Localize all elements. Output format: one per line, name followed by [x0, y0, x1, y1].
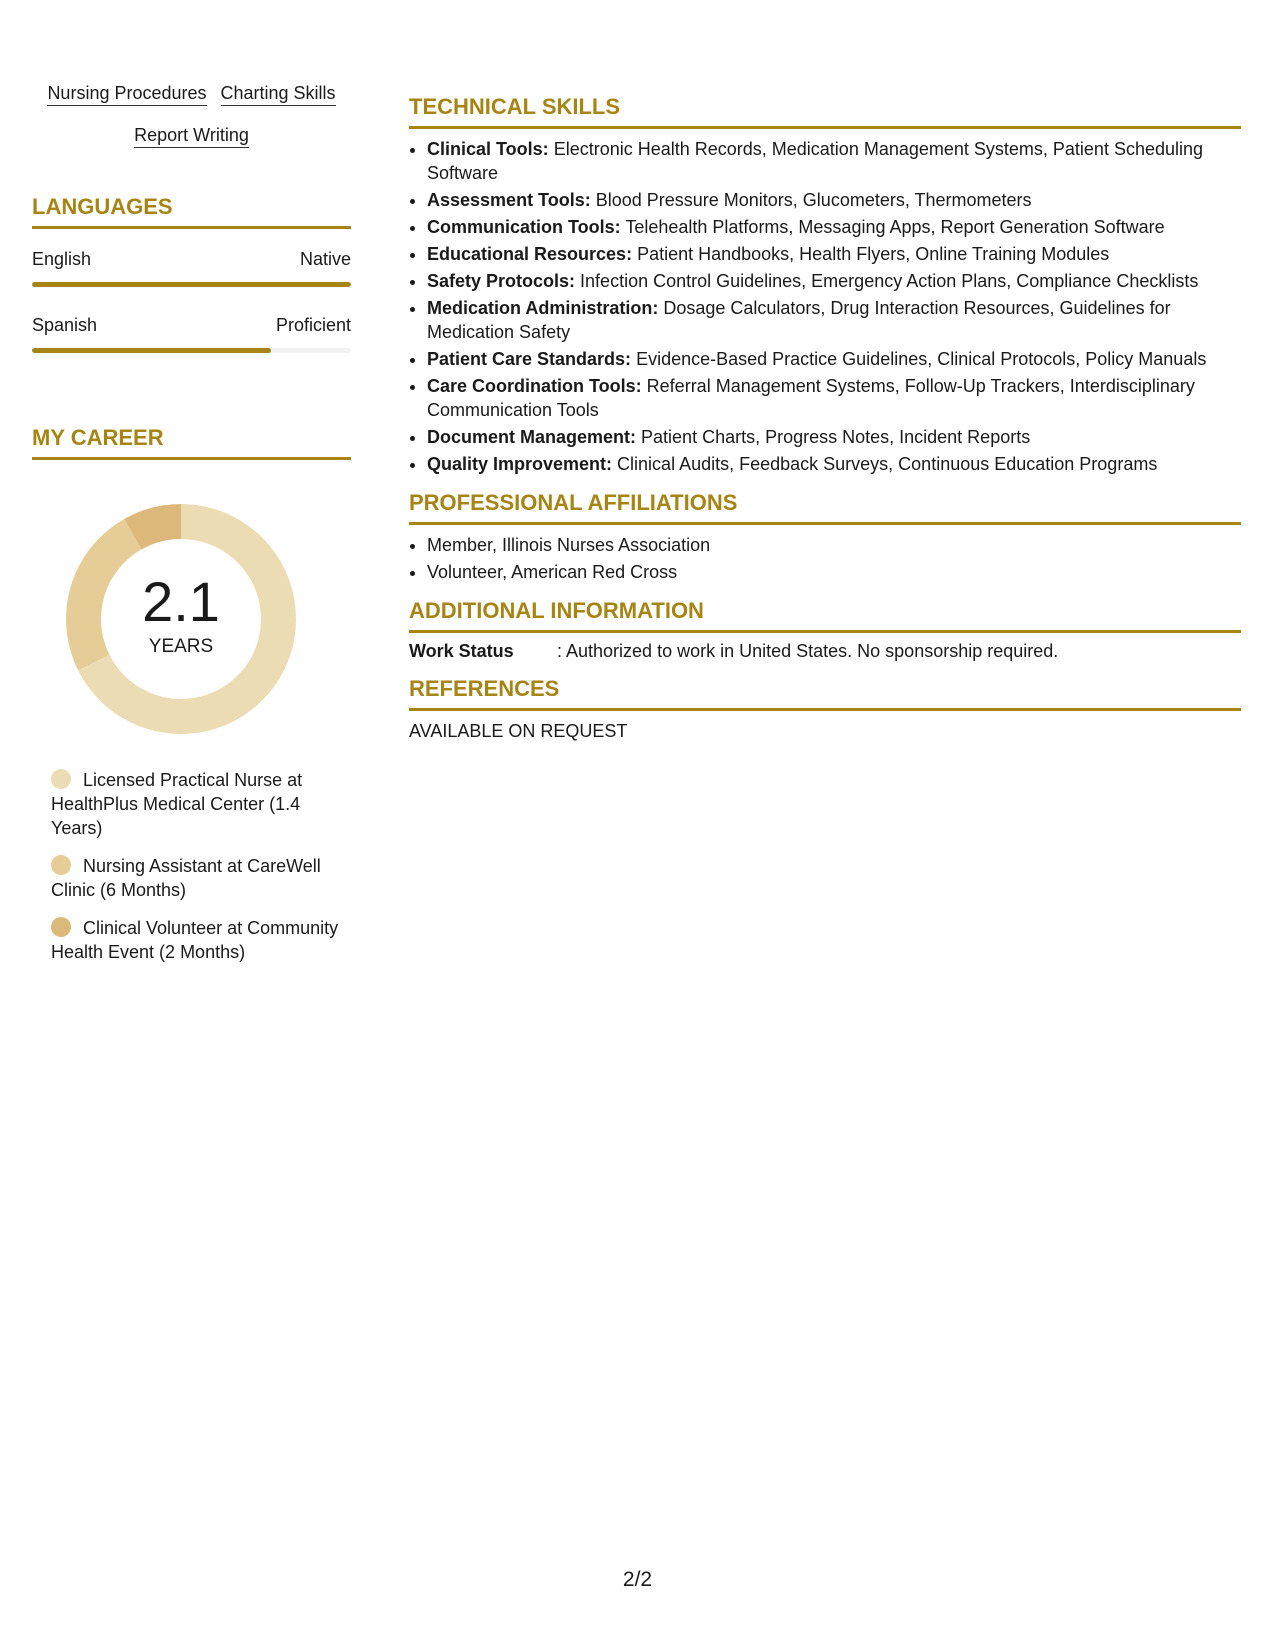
- languages-title: LANGUAGES: [32, 194, 351, 229]
- references-text: AVAILABLE ON REQUEST: [409, 721, 628, 741]
- language-row: [32, 249, 351, 287]
- career-total-value: 2.1: [142, 570, 220, 633]
- technical-skill-item: [427, 188, 1241, 212]
- right-column: [409, 94, 1241, 742]
- language-name: English: [32, 249, 92, 269]
- technical-skill-item: [427, 347, 1241, 371]
- technical-skill-label: Educational Resources:: [427, 244, 633, 264]
- affiliations-title: PROFESSIONAL AFFILIATIONS: [409, 490, 1241, 525]
- work-status-value: : Authorized to work in United States. No sponsorship required.: [557, 641, 1059, 661]
- references-title: REFERENCES: [409, 676, 1241, 711]
- left-column: [32, 84, 351, 978]
- technical-skill-label: Communication Tools:: [427, 217, 621, 237]
- page-number: 2/2: [622, 1568, 653, 1591]
- technical-skill-label: Assessment Tools:: [427, 190, 591, 210]
- language-bar-fill: [32, 282, 351, 287]
- career-list: [32, 768, 351, 964]
- technical-skill-label: Medication Administration:: [427, 298, 659, 318]
- language-bar-fill: [32, 348, 271, 353]
- work-status-row: [409, 641, 1241, 662]
- language-name: Spanish: [32, 315, 98, 335]
- technical-skill-label: Care Coordination Tools:: [427, 376, 642, 396]
- technical-skill-text: Patient Handbooks, Health Flyers, Online Training Modules: [632, 244, 1110, 264]
- technical-skill-label: Quality Improvement:: [427, 454, 613, 474]
- career-item-text: Licensed Practical Nurse at HealthPlus Medical Center (1.4 Years): [51, 770, 303, 838]
- career-item: [51, 916, 351, 964]
- legend-dot-icon: [51, 917, 71, 937]
- technical-skill-label: Document Management:: [427, 427, 637, 447]
- legend-dot-icon: [51, 855, 71, 875]
- list-item: • Member, Illinois Nurses Association: [427, 533, 1241, 557]
- career-item-text: Clinical Volunteer at Community Health Event (2 Months): [51, 918, 339, 962]
- additional-section: [409, 598, 1241, 662]
- language-bar: [32, 282, 351, 287]
- technical-skill-text: Patient Charts, Progress Notes, Incident Reports: [636, 427, 1031, 447]
- technical-skill-label: Patient Care Standards:: [427, 349, 632, 369]
- technical-skill-item: [427, 269, 1241, 293]
- references-section: [409, 676, 1241, 742]
- technical-skill-text: Infection Control Guidelines, Emergency Action Plans, Compliance Checklists: [575, 271, 1199, 291]
- career-donut-chart: [66, 504, 296, 734]
- technical-skill-item: [427, 425, 1241, 449]
- skill-tag: Nursing Procedures: [47, 84, 206, 106]
- technical-skill-item: [427, 296, 1241, 344]
- career-item: [51, 854, 351, 902]
- legend-dot-icon: [51, 769, 71, 789]
- skill-tag: Charting Skills: [221, 84, 336, 106]
- language-bar: [32, 348, 351, 353]
- career-title: MY CAREER: [32, 425, 351, 460]
- technical-skill-text: Blood Pressure Monitors, Glucometers, Thermometers: [590, 190, 1032, 210]
- technical-skill-text: Dosage Calculators, Drug Interaction Resources, Guidelines for Medication Safety: [427, 298, 1171, 342]
- career-total-unit: YEARS: [148, 636, 214, 657]
- technical-skills-section: [409, 94, 1241, 476]
- affiliations-section: [409, 490, 1241, 584]
- technical-skill-label: Clinical Tools:: [427, 139, 549, 159]
- career-item: [51, 768, 351, 840]
- technical-skill-text: Electronic Health Records, Medication Management Systems, Patient Scheduling Software: [427, 139, 1204, 183]
- technical-skill-item: [427, 374, 1241, 422]
- language-row: [32, 315, 351, 353]
- technical-skill-label: Safety Protocols:: [427, 271, 576, 291]
- technical-skill-text: Evidence-Based Practice Guidelines, Clinical Protocols, Policy Manuals: [631, 349, 1207, 369]
- technical-skills-list: [409, 137, 1241, 476]
- work-status-label: Work Status: [409, 641, 514, 661]
- language-level: Proficient: [275, 315, 351, 335]
- affiliations-list: [409, 533, 1241, 584]
- technical-skill-item: [427, 452, 1241, 476]
- language-level: Native: [299, 249, 351, 269]
- technical-skill-text: Clinical Audits, Feedback Surveys, Continuous Education Programs: [612, 454, 1158, 474]
- skill-tags: [32, 84, 351, 168]
- technical-skill-item: [427, 215, 1241, 239]
- skill-tag: Report Writing: [134, 126, 249, 148]
- technical-skills-title: TECHNICAL SKILLS: [409, 94, 1241, 129]
- technical-skill-text: Telehealth Platforms, Messaging Apps, Report Generation Software: [620, 217, 1165, 237]
- technical-skill-text: Referral Management Systems, Follow-Up Trackers, Interdisciplinary Communication Tools: [427, 376, 1195, 420]
- list-item: • Volunteer, American Red Cross: [427, 560, 1241, 584]
- additional-title: ADDITIONAL INFORMATION: [409, 598, 1241, 633]
- technical-skill-item: [427, 242, 1241, 266]
- career-item-text: Nursing Assistant at CareWell Clinic (6 Months): [51, 856, 321, 900]
- technical-skill-item: [427, 137, 1241, 185]
